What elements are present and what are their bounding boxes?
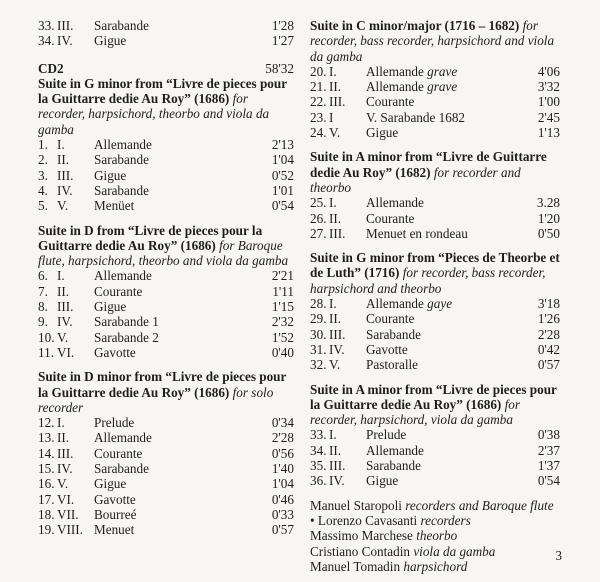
suite-instrumentation: for recorder and theorbo (310, 164, 521, 195)
track-duration: 0'52 (271, 167, 294, 183)
suite-heading: Suite in A minor from “Livre de Guittarre dedie Au Roy” (1682) for recorder and theorbo (310, 149, 547, 195)
movement-title: Gavotte (94, 491, 136, 507)
movement-number: VII. (57, 506, 79, 522)
movement-title: Allemande gaye (366, 296, 453, 312)
movement-title: Allemande grave (366, 79, 458, 95)
movement-number: I. (329, 427, 337, 443)
movement-number: III. (57, 167, 74, 183)
movement-title: Allemande (366, 442, 424, 458)
track-duration: 1'15 (271, 299, 294, 315)
track-duration: 2'37 (537, 442, 560, 458)
right-column (310, 18, 560, 574)
track-row (38, 522, 294, 537)
track-row (310, 211, 560, 226)
performer-credits (310, 498, 560, 574)
track-number: 14. (38, 445, 55, 461)
movement-title: Menuet en rondeau (366, 225, 468, 241)
track-row (310, 94, 560, 109)
movement-number: I. (57, 137, 65, 153)
movement-title: Sarabande (94, 18, 149, 33)
movement-title: Prelude (366, 427, 407, 443)
track-number: 2. (38, 152, 48, 168)
track-number: 4. (38, 182, 48, 198)
track-duration: 2'21 (271, 268, 294, 284)
track-number: 21. (310, 79, 327, 95)
suite-heading: Suite in D from “Livre de pieces pour la Guittarre dedie Au Roy” (1686) for Baroque flute, harpsichord, theorbo and viola da gamba (38, 222, 289, 269)
track-number: 33. (310, 427, 327, 443)
track-row (38, 198, 294, 213)
movement-title: Allemande grave (366, 63, 458, 79)
movement-title: Gigue (366, 125, 399, 141)
movement-number: IV. (329, 341, 345, 357)
suite-heading: Suite in G minor from “Pieces de Theorbe et de Luth” (1716) for recorder, bass recorder, harpsichord and theorbo (310, 250, 560, 296)
performer-role: recorders (420, 512, 471, 528)
track-duration: 1'52 (271, 329, 294, 345)
movement-number: III. (329, 94, 346, 110)
track-row (38, 33, 294, 48)
track-row (310, 443, 560, 458)
track-row (310, 342, 560, 357)
track-duration: 0'33 (271, 506, 294, 522)
track-duration: 1'00 (537, 94, 560, 110)
track-number: 30. (310, 326, 327, 342)
movement-title: Courante (366, 94, 415, 110)
suite-g-minor-1716 (310, 250, 560, 372)
track-number: 12. (38, 415, 55, 431)
movement-number: III. (329, 326, 346, 342)
track-number: 28. (310, 296, 327, 312)
track-number: 11. (38, 344, 54, 360)
track-duration: 0'46 (271, 491, 294, 507)
track-duration: 3'32 (537, 79, 560, 95)
track-row (310, 296, 560, 311)
movement-number: IV. (57, 33, 73, 49)
track-row (310, 79, 560, 94)
track-number: 9. (38, 314, 48, 330)
track-row (310, 195, 560, 210)
suite-d-major-1686 (38, 223, 294, 361)
track-duration: 1'28 (271, 18, 294, 33)
movement-title: Allemande (366, 195, 424, 211)
cd2-duration: 58'32 (265, 60, 294, 76)
track-duration: 0'34 (271, 415, 294, 431)
movement-number: VIII. (57, 522, 83, 538)
track-row (310, 473, 560, 488)
suite-g-minor-1686 (38, 76, 294, 214)
left-column (38, 18, 294, 547)
track-row (38, 299, 294, 314)
track-group-cd1-end (38, 18, 294, 49)
movement-number: IV. (329, 473, 345, 489)
track-row (38, 461, 294, 476)
track-number: 35. (310, 458, 327, 474)
movement-number: II. (57, 152, 70, 168)
suite-c-minor-major (310, 18, 560, 140)
track-duration: 0'57 (271, 522, 294, 538)
track-duration: 1'04 (271, 476, 294, 492)
movement-title: Pastoralle (366, 357, 419, 373)
performer-role: theorbo (416, 528, 458, 544)
track-number: 6. (38, 268, 48, 284)
movement-title: Allemande (94, 430, 152, 446)
track-number: 22. (310, 94, 327, 110)
track-row (38, 446, 294, 461)
track-row (310, 64, 560, 79)
performer-name: Manuel Staropoli (310, 497, 402, 513)
track-number: 13. (38, 430, 55, 446)
movement-number: V. (57, 476, 69, 492)
track-duration: 1'01 (271, 182, 294, 198)
track-row (38, 415, 294, 430)
movement-title: Gavotte (366, 341, 408, 357)
movement-number: IV. (57, 461, 73, 477)
track-duration: 2'28 (537, 326, 560, 342)
movement-number: II. (329, 210, 342, 226)
track-row (38, 430, 294, 445)
track-row (38, 507, 294, 522)
movement-number: V. (57, 198, 69, 214)
suite-a-minor-1686 (310, 382, 560, 489)
track-duration: 1'27 (271, 33, 294, 49)
track-number: 10. (38, 329, 55, 345)
suite-heading: Suite in A minor from “Livre de pieces pour la Guittarre dedie Au Roy” (1686) for recorder, harpsichord, viola da gamba (310, 381, 557, 428)
credit-line (310, 559, 560, 574)
track-number: 25. (310, 195, 327, 211)
suite-instrumentation: for Baroque flute, harpsichord, theorbo and viola da gamba (38, 237, 289, 269)
track-number: 36. (310, 473, 327, 489)
track-number: 34. (310, 442, 327, 458)
suite-instrumentation: for solo recorder (38, 384, 274, 415)
track-number: 1. (38, 137, 48, 153)
suite-instrumentation: for recorder, harpsichord, theorbo and viola da gamba (38, 91, 270, 137)
movement-number: V. (57, 329, 69, 345)
credit-line (310, 528, 560, 543)
movement-number: III. (329, 458, 346, 474)
movement-title: Gigue (94, 299, 127, 315)
movement-title: Sarabande (94, 461, 149, 477)
track-number: 23. (310, 109, 327, 125)
track-duration: 0'54 (537, 473, 560, 489)
movement-number: I. (329, 195, 337, 211)
movement-number: VI. (57, 491, 75, 507)
suite-d-minor-1686 (38, 369, 294, 537)
suite-heading: Suite in G minor from “Livre de pieces pour la Guittarre dedie Au Roy” (1686) for recorder, harpsichord, theorbo and viola da gamba (38, 75, 287, 137)
movement-number: I. (57, 415, 65, 431)
movement-title: Menuet (94, 522, 135, 538)
track-row (38, 314, 294, 329)
movement-title: Sarabande (94, 152, 149, 168)
track-row (38, 137, 294, 152)
movement-title: Allemande (94, 137, 152, 153)
movement-title: Gigue (94, 167, 127, 183)
track-number: 24. (310, 125, 327, 141)
movement-number: II. (57, 430, 70, 446)
suite-a-minor-1682 (310, 149, 560, 241)
track-duration: 1'11 (272, 283, 294, 299)
track-duration: 0'42 (537, 341, 560, 357)
track-row (38, 268, 294, 283)
movement-number: II. (57, 283, 70, 299)
movement-number: III. (57, 18, 74, 33)
track-duration: 0'40 (271, 344, 294, 360)
track-number: 7. (38, 283, 48, 299)
track-duration: 1'40 (271, 461, 294, 477)
track-row (38, 168, 294, 183)
track-number: 5. (38, 198, 48, 214)
movement-number: I (329, 109, 334, 125)
track-duration: 0'50 (537, 225, 560, 241)
cd2-label: CD2 (38, 60, 64, 76)
movement-title: Allemande (94, 268, 152, 284)
movement-title: Sarabande (94, 182, 149, 198)
movement-title: Courante (94, 283, 143, 299)
movement-title: Sarabande 2 (94, 329, 159, 345)
track-duration: 0'57 (537, 357, 560, 373)
movement-number: II. (329, 79, 342, 95)
track-duration: 4'06 (537, 63, 560, 79)
track-number: 16. (38, 476, 55, 492)
track-duration: 0'56 (271, 445, 294, 461)
movement-title: Gigue (94, 33, 127, 49)
track-row (310, 427, 560, 442)
movement-title: Sarabande (366, 326, 421, 342)
track-duration: 2'45 (537, 109, 560, 125)
movement-number: II. (329, 311, 342, 327)
suite-instrumentation: for recorder, bass recorder, harpsichord and theorbo (310, 265, 546, 296)
track-duration: 2'28 (271, 430, 294, 446)
movement-title: Sarabande (366, 458, 421, 474)
track-row (310, 327, 560, 342)
track-row (38, 330, 294, 345)
performer-name: Manuel Tomadin (310, 558, 401, 574)
movement-title: Gigue (94, 476, 127, 492)
performer-role: recorders and Baroque flute (405, 497, 554, 513)
track-row (38, 18, 294, 33)
track-number: 15. (38, 461, 55, 477)
track-number: 32. (310, 357, 327, 373)
track-row (38, 492, 294, 507)
track-row (38, 183, 294, 198)
track-row (38, 476, 294, 491)
movement-number: V. (329, 125, 341, 141)
performer-name: Lorenzo Cavasanti (317, 512, 418, 528)
track-duration: 1'37 (537, 458, 560, 474)
movement-title: Prelude (94, 415, 135, 431)
cd2-header (38, 61, 294, 76)
movement-number: III. (57, 299, 74, 315)
credit-separator: • (310, 512, 315, 528)
track-number: 19. (38, 522, 55, 538)
movement-title: Gigue (366, 473, 399, 489)
track-number: 17. (38, 491, 55, 507)
track-duration: 2'13 (271, 137, 294, 153)
track-row (310, 458, 560, 473)
track-row (38, 284, 294, 299)
movement-number: I. (329, 296, 337, 312)
track-number: 8. (38, 299, 48, 315)
track-number: 29. (310, 311, 327, 327)
track-duration: 0'38 (537, 427, 560, 443)
movement-number: I. (57, 268, 65, 284)
movement-number: II. (329, 442, 342, 458)
suite-heading: Suite in D minor from “Livre de pieces pour la Guittarre dedie Au Roy” (1686) for solo recorder (38, 369, 287, 415)
performer-name: Massimo Marchese (310, 528, 413, 544)
page-number: 3 (555, 548, 562, 563)
movement-number: IV. (57, 314, 73, 330)
movement-number: IV. (57, 182, 73, 198)
track-row (310, 125, 560, 140)
suite-heading: Suite in C minor/major (1716 – 1682) for recorder, bass recorder, harpsichord and viola da gamba (310, 18, 555, 64)
track-row (38, 345, 294, 360)
movement-number: V. (329, 357, 341, 373)
track-duration: 0'54 (271, 198, 294, 214)
movement-title: Menüet (94, 198, 135, 214)
track-row (38, 152, 294, 167)
track-number: 18. (38, 506, 55, 522)
movement-title: Courante (366, 210, 415, 226)
track-number: 31. (310, 341, 327, 357)
track-row (310, 311, 560, 326)
track-duration: 1'13 (537, 125, 560, 141)
movement-number: III. (57, 445, 74, 461)
movement-title: Bourreé (94, 506, 137, 522)
suite-instrumentation: for recorder, bass recorder, harpsichord and viola da gamba (310, 18, 555, 64)
movement-title: V. Sarabande 1682 (366, 109, 466, 125)
track-number: 20. (310, 63, 327, 79)
movement-number: I. (329, 63, 337, 79)
credit-line (310, 498, 560, 529)
track-row (310, 226, 560, 241)
track-number: 34. (38, 33, 55, 49)
track-duration: 1'04 (271, 152, 294, 168)
track-duration: 1'20 (537, 210, 560, 226)
track-row (310, 357, 560, 372)
performer-role: harpsichord (403, 558, 468, 574)
track-number: 3. (38, 167, 48, 183)
track-duration: 1'26 (537, 311, 560, 327)
track-duration: 3'18 (537, 296, 560, 312)
track-duration: 3.28 (536, 195, 560, 211)
track-row (310, 110, 560, 125)
movement-title: Sarabande 1 (94, 314, 159, 330)
movement-title: Gavotte (94, 344, 136, 360)
movement-title: Courante (366, 311, 415, 327)
track-number: 33. (38, 18, 55, 33)
movement-number: III. (329, 225, 346, 241)
performer-role: viola da gamba (413, 543, 496, 559)
credit-line (310, 544, 560, 559)
track-duration: 2'32 (271, 314, 294, 330)
performer-name: Cristiano Contadin (310, 543, 411, 559)
suite-instrumentation: for recorder, harpsichord, viola da gamba (310, 396, 521, 428)
track-number: 27. (310, 225, 327, 241)
track-number: 26. (310, 210, 327, 226)
movement-title: Courante (94, 445, 143, 461)
movement-number: VI. (57, 344, 75, 360)
